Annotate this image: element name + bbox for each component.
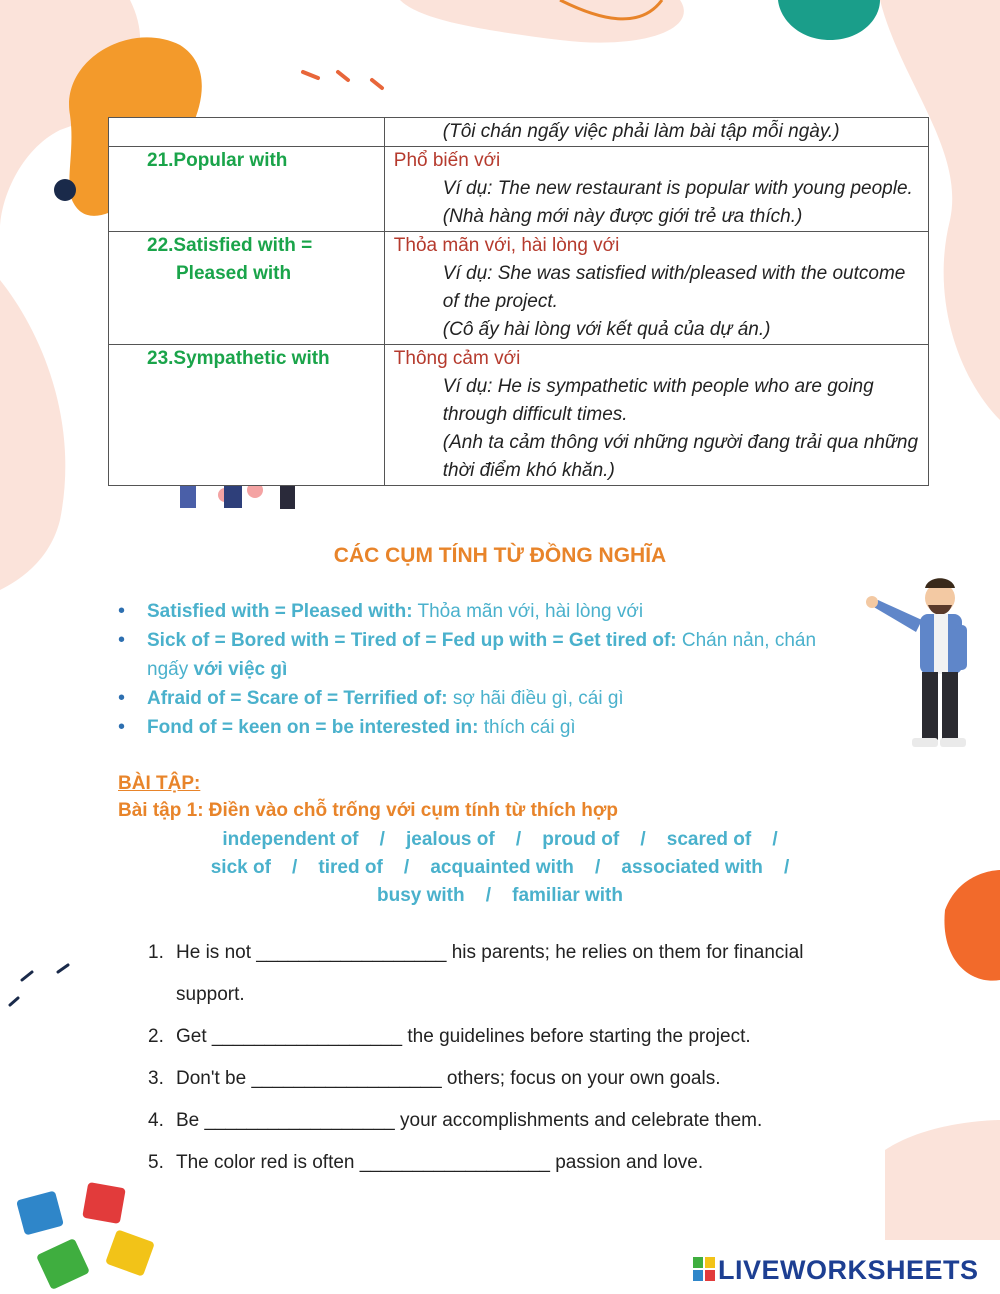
example-sentence: Ví dụ: He is sympathetic with people who are going through difficult times. [442,376,874,425]
exercise-header [118,770,618,824]
list-item: • Satisfied with = Pleased with: Thỏa mãn với, hài lòng với [118,597,858,626]
question-text[interactable]: Don't be __________________ others; focus on your own goals. [176,1068,721,1089]
meaning-text: Thỏa mãn với, hài lòng với [393,235,620,256]
example-translation: (Anh ta cảm thông với những người đang trải qua những thời điểm khó khăn.) [442,432,919,481]
meaning-text: Phổ biến với [393,150,501,171]
meaning-cell [384,232,928,345]
meaning-text: Thông cảm với [393,348,521,369]
example-sentence: Ví dụ: The new restaurant is popular with young people. [442,178,913,199]
exercise-heading: BÀI TẬP: [118,773,201,794]
word-bank-line: sick of / tired of / acquainted with / associated with / [210,857,790,878]
liveworksheets-logo[interactable] [693,1254,979,1286]
question-text[interactable]: Get __________________ the guidelines before starting the project. [176,1026,751,1047]
question-number: 5. [148,1152,164,1173]
meaning-cell [384,345,928,486]
term-cell [109,147,385,232]
logo-text: LIVEWORKSHEETS [718,1255,979,1285]
exercise-subheading: Bài tập 1: Điền vào chỗ trống với cụm tính từ thích hợp [118,800,618,821]
table-row [109,345,929,486]
word-bank-line: busy with / familiar with [377,885,623,906]
synonyms-list [118,597,858,742]
list-item: • Sick of = Bored with = Tired of = Fed up with = Get tired of: Chán nản, chán ngấy với việc gì [118,626,858,684]
synonyms-title: CÁC CỤM TÍNH TỪ ĐỒNG NGHĨA [333,544,667,567]
term-cell [109,232,385,345]
example-translation: (Tôi chán ngấy việc phải làm bài tập mỗi ngày.) [442,121,840,142]
meaning-cell [384,147,928,232]
liveworksheets-logo-icon [693,1257,715,1281]
word-bank-line: independent of / jealous of / proud of / scared of / [222,829,778,850]
question-number: 2. [148,1026,164,1047]
question-item [148,1016,888,1058]
term-label: 22.Satisfied with = [147,235,313,256]
question-number: 3. [148,1068,164,1089]
example-sentence: Ví dụ: She was satisfied with/pleased with the outcome of the project. [442,263,906,312]
term-cell [109,345,385,486]
question-text[interactable]: He is not __________________ his parents; he relies on them for financial [176,942,804,963]
meaning-cell [384,118,928,147]
question-text-cont: support. [176,984,245,1005]
question-list [148,932,888,1184]
question-number: 1. [148,942,164,963]
table-row [109,118,929,147]
list-item: • Afraid of = Scare of = Terrified of: sợ hãi điều gì, cái gì [118,684,858,713]
term-cell [109,118,385,147]
table-row [109,147,929,232]
vocabulary-table [108,117,929,486]
table-row [109,232,929,345]
list-item: • Fond of = keen on = be interested in: thích cái gì [118,713,858,742]
question-item [148,1058,888,1100]
question-item [148,1142,888,1184]
example-translation: (Cô ấy hài lòng với kết quả của dự án.) [442,319,771,340]
question-item [148,932,888,1016]
example-translation: (Nhà hàng mới này được giới trẻ ưa thích.) [442,206,803,227]
question-text[interactable]: The color red is often __________________ passion and love. [176,1152,704,1173]
question-item [148,1100,888,1142]
term-label: 23.Sympathetic with [147,348,330,369]
term-label-line2: Pleased with [176,263,292,284]
question-text[interactable]: Be __________________ your accomplishments and celebrate them. [176,1110,763,1131]
question-number: 4. [148,1110,164,1131]
word-bank [0,826,1000,910]
term-label: 21.Popular with [147,150,288,171]
